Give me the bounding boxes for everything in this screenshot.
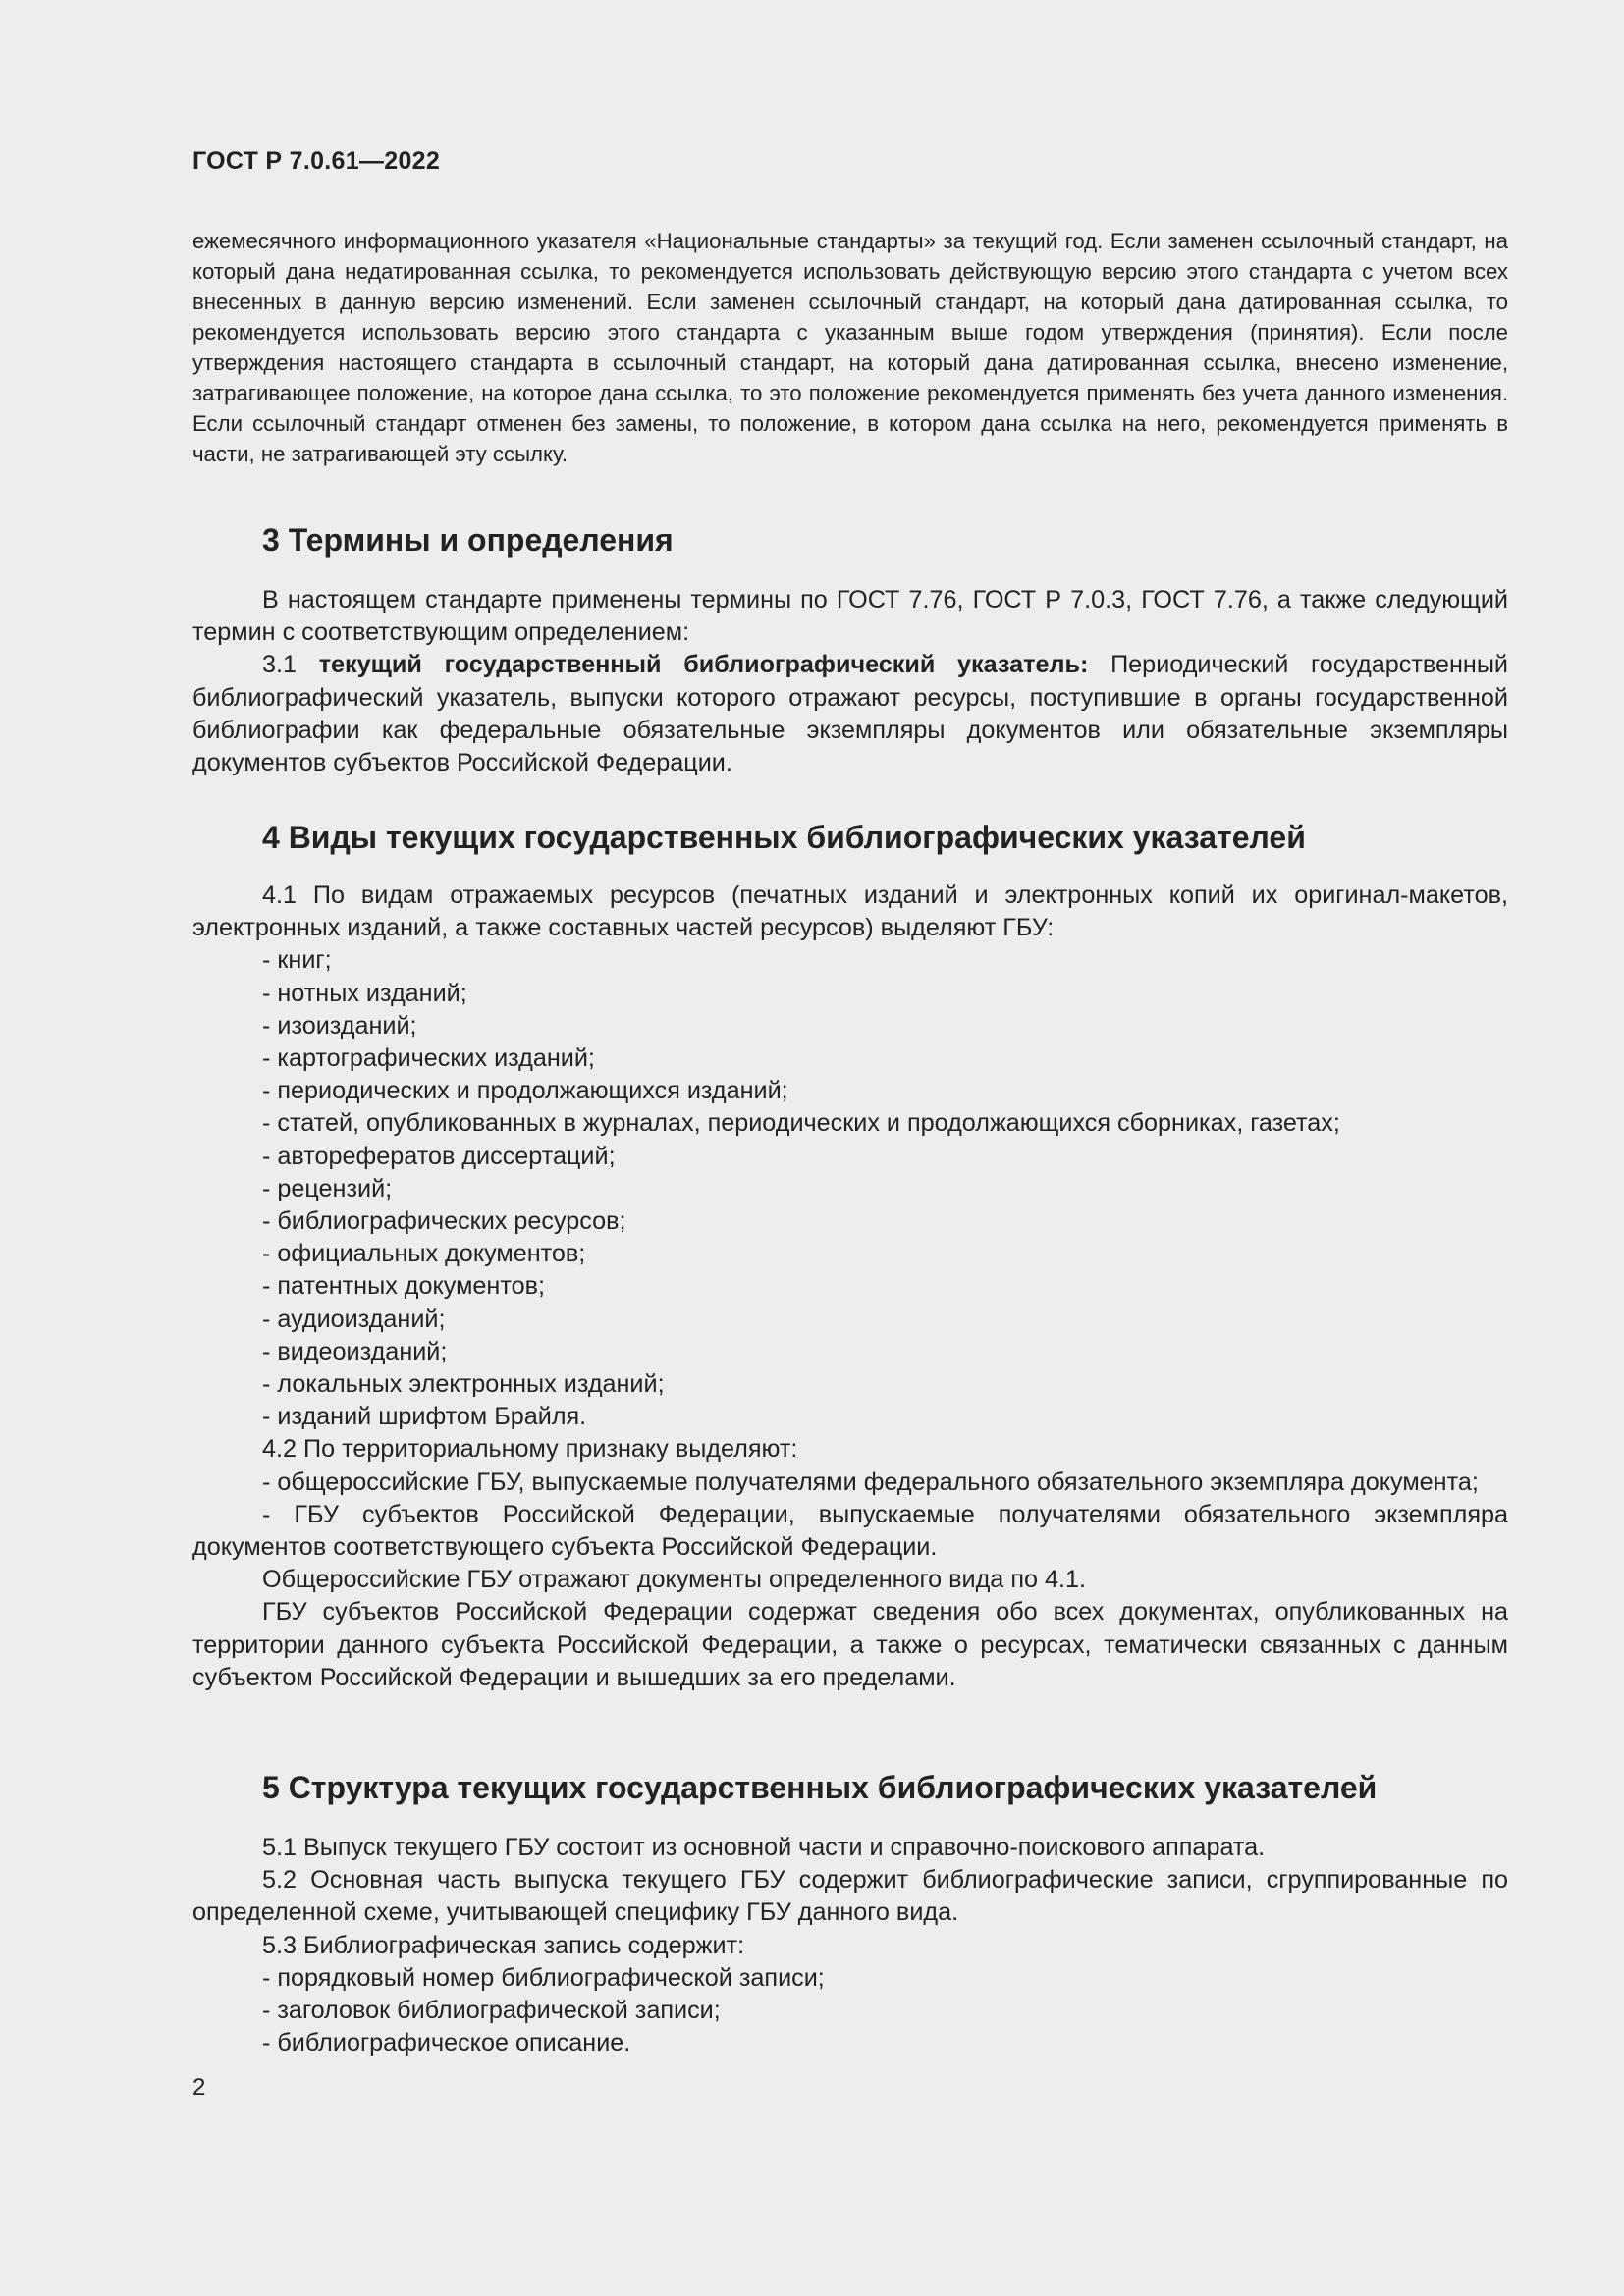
term-name: текущий государственный библиографический указатель: <box>318 651 1089 679</box>
clause-4-2: 4.2 По территориальному признаку выделяют: <box>262 1435 798 1464</box>
list-item: - библиографических ресурсов; <box>262 1207 626 1236</box>
list-item: - общероссийские ГБУ, выпускаемые получателями федерального обязательного экземпляра документа; <box>262 1468 1479 1496</box>
list-item: - порядковый номер библиографической записи; <box>262 1963 825 1992</box>
intro-paragraph: ежемесячного информационного указателя «Национальные стандарты» за текущий год. Если заменен ссылочный стандарт, на который дана недатированная ссылка, то рекомендуется использовать действующую версию этого стандарта с учетом всех внесенных в данную версию изменений. Если заменен ссылочный стандарт, на который дана датированная ссылка, то рекомендуется использовать версию этого стандарта с указанным выше годом утверждения (принятия). Если после утверждения настоящего стандарта в ссылочный стандарт, на который дана датированная ссылка, внесено изменение, затрагивающее положение, на которое дана ссылка, то это положение рекомендуется применять без учета данного изменения. Если ссылочный стандарт отменен без замены, то положение, в котором дана ссылка на него, рекомендуется применять в части, не затрагивающей эту ссылку. <box>192 229 1508 466</box>
list-item: - ГБУ субъектов Российской Федерации, выпускаемые получателями обязательного экземпляра документов соответствующего субъекта Российской Федерации. <box>192 1500 1508 1562</box>
list-item: - картографических изданий; <box>262 1044 595 1073</box>
term-number: 3.1 <box>262 651 319 679</box>
section-3-title: 3 Термины и определения <box>262 522 674 558</box>
section-3-body <box>192 584 1508 779</box>
paragraph: ГБУ субъектов Российской Федерации содержат сведения обо всех документах, опубликованных на территории данного субъекта Российской Федерации, а также о ресурсах, тематически связанных с данным субъектом Российской Федерации и вышедших за его пределами. <box>192 1598 1508 1691</box>
list-item: - локальных электронных изданий; <box>262 1370 665 1399</box>
term-definition <box>192 649 1508 779</box>
page-number: 2 <box>192 2074 206 2101</box>
list-item: - изданий шрифтом Брайля. <box>262 1403 587 1431</box>
list-item: - патентных документов; <box>262 1272 545 1301</box>
term-text: Периодический государственный библиографический указатель, выпуски которого отражают ресурсы, поступившие в органы государственной библиографии как федеральные обязательные экземпляры документов или обязательные экземпляры документов субъектов Российской Федерации. <box>192 651 1508 777</box>
list-item: - статей, опубликованных в журналах, периодических и продолжающихся сборниках, газетах; <box>262 1109 1340 1138</box>
section-4-body <box>192 880 1508 1694</box>
clause-4-1: 4.1 По видам отражаемых ресурсов (печатных изданий и электронных копий их оригинал-макетов, электронных изданий, а также составных частей ресурсов) выделяют ГБУ: <box>192 881 1508 942</box>
section-5-body <box>192 1832 1508 2059</box>
list-item: - аудиоизданий; <box>262 1305 446 1333</box>
list-item: - изоизданий; <box>262 1011 417 1040</box>
clause-5-3: 5.3 Библиографическая запись содержит: <box>262 1931 745 1959</box>
list-item: - заголовок библиографической записи; <box>262 1997 721 2025</box>
list-item: - авторефератов диссертаций; <box>262 1142 616 1170</box>
list-item: - книг; <box>262 946 332 975</box>
paragraph: Общероссийские ГБУ отражают документы определенного вида по 4.1. <box>262 1566 1086 1594</box>
section-3-intro: В настоящем стандарте применены термины по ГОСТ 7.76, ГОСТ Р 7.0.3, ГОСТ 7.76, а также следующий термин с соответствующим определением: <box>192 586 1508 647</box>
list-item: - видеоизданий; <box>262 1337 448 1365</box>
list-item: - библиографическое описание. <box>262 2029 631 2057</box>
list-item: - рецензий; <box>262 1174 393 1202</box>
section-5-title: 5 Структура текущих государственных библиографических указателей <box>262 1770 1378 1805</box>
standard-designation: ГОСТ Р 7.0.61—2022 <box>192 147 441 175</box>
list-item: - нотных изданий; <box>262 979 467 1007</box>
clause-5-1: 5.1 Выпуск текущего ГБУ состоит из основной части и справочно-поискового аппарата. <box>262 1834 1266 1861</box>
list-item: - официальных документов; <box>262 1240 586 1268</box>
list-item: - периодических и продолжающихся изданий; <box>262 1077 788 1105</box>
clause-5-2: 5.2 Основная часть выпуска текущего ГБУ содержит библиографические записи, сгруппированные по определенной схеме, учитывающей специфику ГБУ данного вида. <box>192 1866 1508 1927</box>
section-4-title: 4 Виды текущих государственных библиографических указателей <box>262 820 1306 855</box>
